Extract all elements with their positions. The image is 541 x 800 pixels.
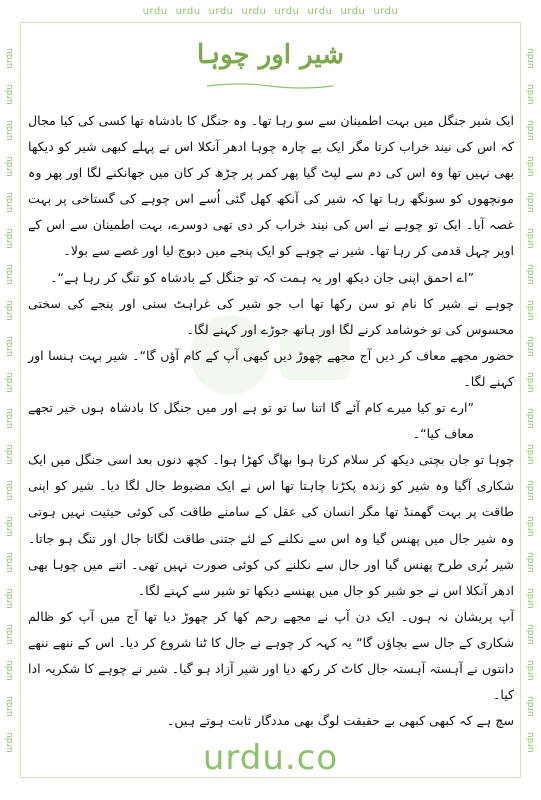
border-word: urdu xyxy=(5,83,15,105)
border-word: urdu xyxy=(526,731,536,753)
border-word: urdu xyxy=(5,335,15,357)
border-word: urdu xyxy=(526,551,536,573)
border-word: urdu xyxy=(5,731,15,753)
border-word: urdu xyxy=(526,119,536,141)
border-word: urdu xyxy=(307,6,333,17)
border-word: urdu xyxy=(526,623,536,645)
border-word: urdu xyxy=(175,6,201,17)
border-word: urdu xyxy=(5,551,15,573)
border-word: urdu xyxy=(5,227,15,249)
border-word: urdu xyxy=(526,335,536,357)
border-word: urdu xyxy=(526,155,536,177)
story-paragraph: ”ارے تو کیا میرے کام آئے گا اتنا سا تو تو ہے اور میں جنگل کا بادشاہ ہوں خیر تجھے معاف کیا“۔ xyxy=(28,400,474,442)
border-word: urdu xyxy=(526,407,536,429)
border-word: urdu xyxy=(5,479,15,501)
border-word: urdu xyxy=(5,407,15,429)
border-word: urdu xyxy=(5,155,15,177)
story-paragraph: سچ ہے کہ کبھی کبھی بے حقیقت لوگ بھی مددگار ثابت ہوتے ہیں۔ xyxy=(166,713,514,729)
border-word: urdu xyxy=(5,695,15,717)
border-word: urdu xyxy=(5,659,15,681)
border-word: urdu xyxy=(526,479,536,501)
border-word: urdu xyxy=(373,6,399,17)
border-word: urdu xyxy=(526,587,536,609)
border-word: urdu xyxy=(526,83,536,105)
border-word: urdu xyxy=(526,443,536,465)
border-word: urdu xyxy=(5,119,15,141)
border-word: urdu xyxy=(5,263,15,285)
border-word: urdu xyxy=(208,6,234,17)
story-title: شیر اور چوہا xyxy=(196,40,345,70)
top-border xyxy=(10,6,531,17)
story-paragraph: ”اے احمق اپنی جان دیکھ اور یہ ہمت کہ تو جنگل کے بادشاہ کو تنگ کر رہا ہے“۔ xyxy=(50,269,474,285)
border-word: urdu xyxy=(526,227,536,249)
border-word: urdu xyxy=(274,6,300,17)
border-word: urdu xyxy=(526,263,536,285)
story-paragraph: چوہے نے شیر کا نام تو سن رکھا تھا اب جو شیر کی غراہٹ سنی اور پنجے کی سختی محسوس کی تو خوشامد کرنے لگا اور ہاتھ جوڑے اور کہنے لگا۔ xyxy=(28,295,514,337)
title-underline-ornament xyxy=(205,82,335,90)
left-border xyxy=(4,40,16,760)
story-paragraph: ایک شیر جنگل میں بہت اطمینان سے سو رہا تھا۔ وہ جنگل کا بادشاہ تھا کسی کی کیا مجال کہ اس کی نیند خراب کرتا مگر ایک بے چارہ چوہا ادھر آنکلا اس نے پہلے کبھی شیر کو دیکھا بھی نہیں تھا وہ اس کی دم سے لپٹ گیا پھر کمر پر چڑھ کر کان میں جھانکنے لگا اور پھر وہ مونچھوں کو سونگھ رہا تھا کہ شیر کی آنکھ کھل گئی اُسے اس چوہے کی گستاخی پر بہت غصہ آیا۔ ایک تو چوہے نے اس کی نیند خراب کر دی تھی دوسرے، بہت اطمینان سے اس کے اوپر چہل قدمی کر رہا تھا۔ شیر نے چوہے کو ایک پنجے میں دبوچ لیا اور غصے سے بولا۔ xyxy=(28,113,514,259)
story-body xyxy=(28,108,514,734)
border-word: urdu xyxy=(340,6,366,17)
border-word: urdu xyxy=(5,371,15,393)
border-word: urdu xyxy=(526,299,536,321)
border-word: urdu xyxy=(526,659,536,681)
border-word: urdu xyxy=(5,515,15,537)
border-word: urdu xyxy=(526,191,536,213)
border-word: urdu xyxy=(5,299,15,321)
story-paragraph: حضور مجھے معاف کر دیں آج مجھے چھوڑ دیں کبھی آپ کے کام آؤں گا“۔ شیر بہت ہنسا اور کہنے لگا۔ xyxy=(28,347,514,389)
border-word: urdu xyxy=(142,6,168,17)
border-word: urdu xyxy=(5,47,15,69)
border-word: urdu xyxy=(5,191,15,213)
story-paragraph: آپ پریشان نہ ہوں۔ ایک دن آپ نے مجھے رحم کھا کر چھوڑ دیا تھا آج میں آپ کو ظالم شکاری کے جال سے بچاؤں گا“ یہ کہہ کر چوہے نے جال کا ٹنا شروع کر دیا۔ اس کے ننھے ننھے دانتوں نے آہستہ آہستہ جال کاٹ کر رکھ دیا اور شیر آزاد ہو گیا۔ شیر نے چوہے کا شکریہ ادا کیا۔ xyxy=(28,608,514,703)
border-word: urdu xyxy=(5,443,15,465)
border-word: urdu xyxy=(526,515,536,537)
right-border xyxy=(525,40,537,760)
site-logo: urdu.co xyxy=(202,738,339,778)
border-word: urdu xyxy=(526,695,536,717)
border-word: urdu xyxy=(241,6,267,17)
border-word: urdu xyxy=(526,47,536,69)
story-paragraph: چوہا تو جان بچتی دیکھ کر سلام کرتا ہوا بھاگ کھڑا ہوا۔ کچھ دنوں بعد اسی جنگل میں ایک شکاری آگیا وہ شیر کو زندہ پکڑنا چاہتا تھا اس نے ایک مضبوط جال لگا دیا۔ شیر کو اپنی طاقت پر بہت گھمنڈ تھا مگر انسان کی عقل کے سامنے طاقت کی کوئی حیثیت نہیں ہوتی وہ شیر جال میں پھنس گیا وہ اس سے نکلنے کے لئے جتنی طاقت لگاتا جال اور تنگ ہو جاتا۔ شیر بُری طرح پھنس گیا اور جال سے نکلنے کی کوئی صورت نہیں تھی۔ اتنے میں چوہا بھی ادھر آنکلا اس نے جو شیر کو جال میں پھنسے دیکھا تو شیر سے کہنے لگا۔ xyxy=(28,452,514,598)
border-word: urdu xyxy=(5,623,15,645)
border-word: urdu xyxy=(526,371,536,393)
border-word: urdu xyxy=(5,587,15,609)
